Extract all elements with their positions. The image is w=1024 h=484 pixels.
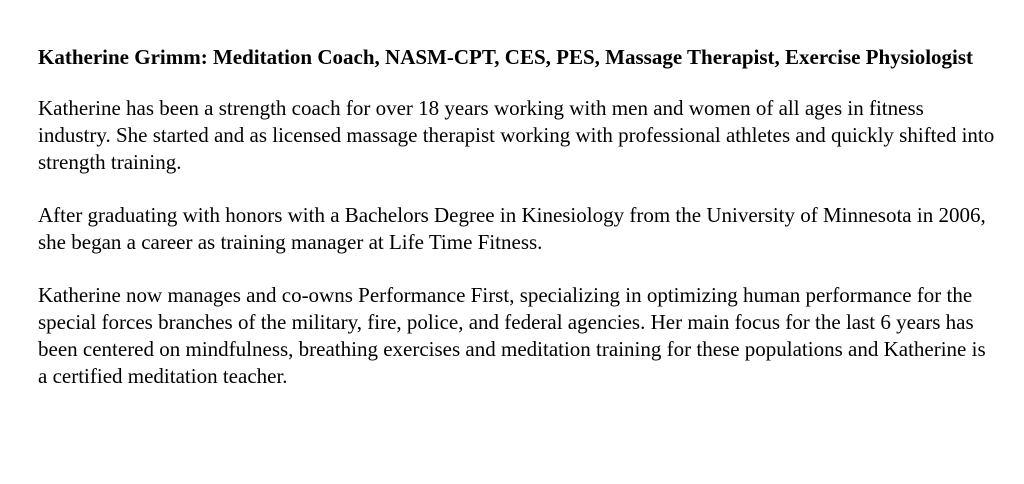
bio-paragraph-education: After graduating with honors with a Bachelors Degree in Kinesiology from the University of Minnesota in 2006, she began a career as training manager at Life Time Fitness.	[38, 203, 986, 254]
bio-document	[38, 44, 998, 416]
bio-paragraph-current-role: Katherine now manages and co-owns Performance First, specializing in optimizing human performance for the special forces branches of the military, fire, police, and federal agencies. Her main focus for the last 6 years has been centered on mindfulness, breathing exercises and meditation training for these populations and Katherine is a certified meditation teacher.	[38, 283, 986, 388]
bio-heading: Katherine Grimm: Meditation Coach, NASM-CPT, CES, PES, Massage Therapist, Exercise Physiologist	[38, 45, 974, 69]
bio-paragraph-experience: Katherine has been a strength coach for over 18 years working with men and women of all ages in fitness industry. She started and as licensed massage therapist working with professional athletes and quickly shifted into strength training.	[38, 96, 995, 174]
